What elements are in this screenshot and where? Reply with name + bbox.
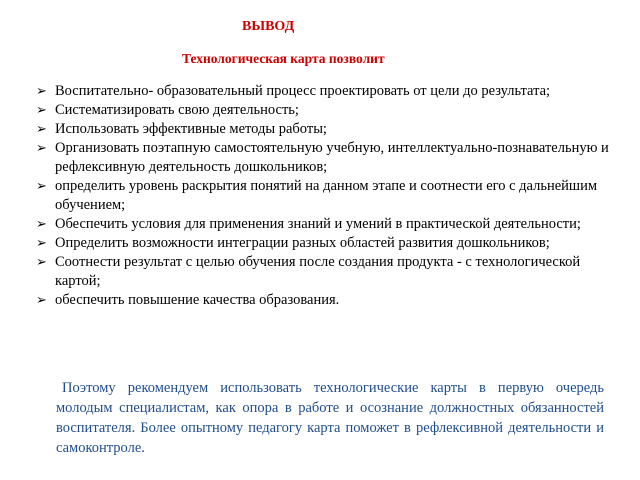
list-item-text: Использовать эффективные методы работы;: [55, 121, 327, 137]
arrow-bullet-icon: ➢: [36, 179, 47, 194]
list-item: [36, 234, 616, 253]
list-item-text: Воспитательно- образовательный процесс проектировать от цели до результата;: [55, 83, 551, 99]
page-subtitle: Технологическая карта позволит: [182, 51, 385, 66]
list-item-text: обеспечить повышение качества образования.: [55, 292, 340, 308]
arrow-bullet-icon: ➢: [36, 103, 47, 118]
arrow-bullet-icon: ➢: [36, 217, 47, 232]
page-title: ВЫВОД: [242, 19, 295, 34]
list-item-text: Организовать поэтапную самостоятельную учебную, интеллектуально-познавательную и рефлексивную деятельность дошкольников;: [55, 140, 609, 175]
list-item: [36, 101, 616, 120]
list-item-text: определить уровень раскрытия понятий на данном этапе и соотнести его с дальнейшим обучением;: [55, 178, 598, 213]
arrow-bullet-icon: ➢: [36, 293, 47, 308]
list-item-text: Определить возможности интеграции разных областей развития дошкольников;: [55, 235, 550, 251]
list-item: [36, 82, 616, 101]
arrow-bullet-icon: ➢: [36, 236, 47, 251]
arrow-bullet-icon: ➢: [36, 84, 47, 99]
arrow-bullet-icon: ➢: [36, 122, 47, 137]
list-item-text: Соотнести результат с целью обучения после создания продукта - с технологической картой;: [55, 254, 581, 289]
list-item-text: Систематизировать свою деятельность;: [55, 102, 299, 118]
list-item: [36, 291, 616, 310]
conclusion-paragraph: Поэтому рекомендуем использовать технологические карты в первую очередь молодым специалистам, как опора в работе и осознание должностных обязанностей воспитателя. Более опытному педагогу карта поможет в рефлексивной деятельности и самоконтроле.: [56, 380, 604, 456]
bullet-list: [36, 82, 616, 310]
arrow-bullet-icon: ➢: [36, 141, 47, 156]
arrow-bullet-icon: ➢: [36, 255, 47, 270]
list-item: [36, 120, 616, 139]
list-item: [36, 215, 616, 234]
list-item: [36, 253, 616, 291]
list-item-text: Обеспечить условия для применения знаний и умений в практической деятельности;: [55, 216, 581, 232]
list-item: [36, 177, 616, 215]
list-item: [36, 139, 616, 177]
